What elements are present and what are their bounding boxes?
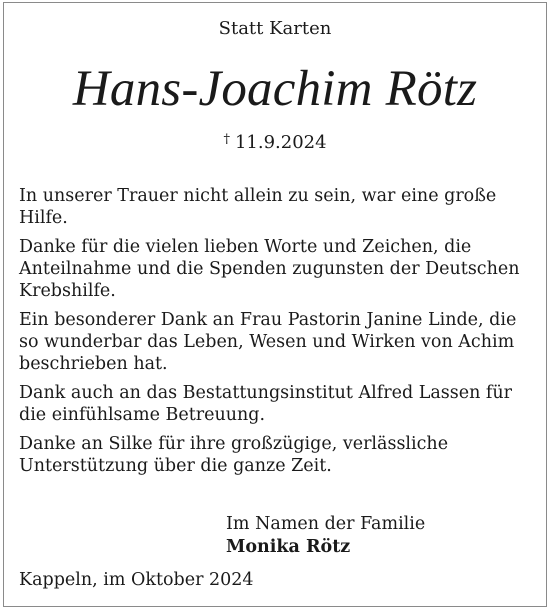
paragraph: Ein besonderer Dank an Frau Pastorin Janine Linde, die so wunderbar das Leben, Wesen und Wirken von Achim beschrieben hat.: [19, 310, 517, 374]
signature-block: [226, 513, 425, 559]
cross-icon: †: [223, 132, 230, 147]
paragraph: Danke für die vielen lieben Worte und Zeichen, die Anteilnahme und die Spenden zugunsten der Deutschen Krebshilfe.: [19, 237, 520, 301]
header-text: Statt Karten: [218, 18, 332, 39]
place-date: Kappeln, im Oktober 2024: [19, 570, 254, 590]
signer-name: Monika Rötz: [226, 537, 351, 557]
thanks-body: [19, 185, 534, 484]
death-date: 11.9.2024: [234, 132, 327, 153]
on-behalf-text: Im Namen der Familie: [226, 514, 426, 534]
deceased-name: Hans-Joachim Rötz: [72, 61, 478, 117]
death-line: [0, 132, 550, 153]
paragraph: Dank auch an das Bestattungsinstitut Alfred Lassen für die einfühlsame Betreuung.: [19, 383, 513, 425]
paragraph: Danke an Silke für ihre großzügige, verlässliche Unterstützung über die ganze Zeit.: [19, 434, 449, 476]
paragraph: In unserer Trauer nicht allein zu sein, war eine große Hilfe.: [19, 186, 497, 228]
